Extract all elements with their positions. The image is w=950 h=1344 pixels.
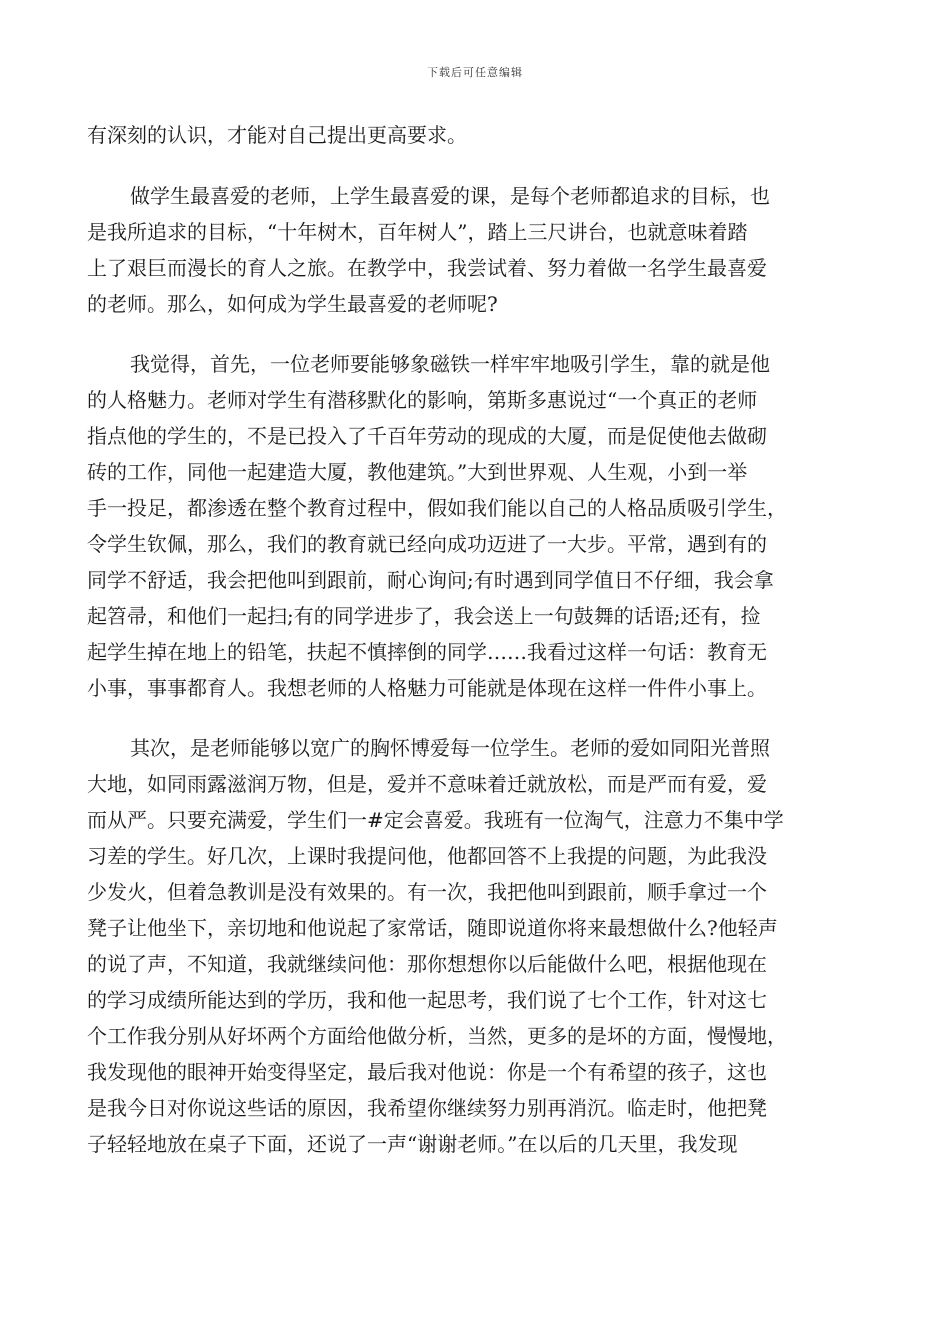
text-line: 有深刻的认识，才能对自己提出更高要求。: [87, 123, 467, 147]
text-line: 其次，是老师能够以宽广的胸怀博爱每一位学生。老师的爱如同阳光普照: [130, 736, 770, 760]
page-header: 下载后可任意编辑: [427, 66, 523, 79]
text-line: 上了艰巨而漫长的育人之旅。在教学中，我尝试着、努力着做一名学生最喜爱: [87, 256, 767, 280]
text-line: 的学习成绩所能达到的学历，我和他一起思考，我们说了七个工作，针对这七: [87, 988, 767, 1012]
text-line: 起学生掉在地上的铅笔，扶起不慎摔倒的同学……我看过这样一句话：教育无: [87, 640, 767, 664]
text-line: 起笤帚，和他们一起扫;有的同学进步了，我会送上一句鼓舞的话语;还有，捡: [87, 604, 761, 628]
text-line: 令学生钦佩，那么，我们的教育就已经向成功迈进了一大步。平常，遇到有的: [87, 532, 767, 556]
text-line: 手一投足，都渗透在整个教育过程中，假如我们能以自己的人格品质吸引学生，: [87, 496, 787, 520]
text-line: 指点他的学生的，不是已投入了千百年劳动的现成的大厦，而是促使他去做砌: [87, 424, 767, 448]
text-line: 砖的工作，同他一起建造大厦，教他建筑。”大到世界观、人生观，小到一举: [87, 460, 748, 484]
text-line: 凳子让他坐下，亲切地和他说起了家常话，随即说道你将来最想做什么?他轻声: [87, 916, 778, 940]
text-line: 做学生最喜爱的老师，上学生最喜爱的课，是每个老师都追求的目标，也: [130, 184, 770, 208]
text-line: 的老师。那么，如何成为学生最喜爱的老师呢?: [87, 292, 498, 316]
text-line: 习差的学生。好几次，上课时我提问他，他都回答不上我提的问题，为此我没: [87, 844, 767, 868]
text-line: 是我所追求的目标，“十年树木，百年树人”，踏上三尺讲台，也就意味着踏: [87, 220, 748, 244]
text-line: 我发现他的眼神开始变得坚定，最后我对他说：你是一个有希望的孩子，这也: [87, 1060, 767, 1084]
text-line: 同学不舒适，我会把他叫到跟前，耐心询问;有时遇到同学值日不仔细，我会拿: [87, 568, 774, 592]
text-line: 小事，事事都育人。我想老师的人格魅力可能就是体现在这样一件件小事上。: [87, 676, 767, 700]
text-line: 大地，如同雨露滋润万物，但是，爱并不意味着迁就放松，而是严而有爱，爱: [87, 772, 767, 796]
text-line: 的人格魅力。老师对学生有潜移默化的影响，第斯多惠说过“一个真正的老师: [87, 388, 758, 412]
text-line: 我觉得，首先，一位老师要能够象磁铁一样牢牢地吸引学生，靠的就是他: [130, 352, 770, 376]
text-line: 是我今日对你说这些话的原因，我希望你继续努力别再消沉。临走时，他把凳: [87, 1096, 767, 1120]
text-line: 的说了声，不知道，我就继续问他：那你想想你以后能做什么吧，根据他现在: [87, 952, 767, 976]
text-line: 子轻轻地放在桌子下面，还说了一声“谢谢老师。”在以后的几天里，我发现: [87, 1132, 738, 1156]
text-line: 个工作我分别从好坏两个方面给他做分析，当然，更多的是坏的方面，慢慢地，: [87, 1024, 787, 1048]
text-line: 而从严。只要充满爱，学生们一#定会喜爱。我班有一位淘气，注意力不集中学: [87, 808, 784, 832]
text-line: 少发火，但着急教训是没有效果的。有一次，我把他叫到跟前，顺手拿过一个: [87, 880, 767, 904]
